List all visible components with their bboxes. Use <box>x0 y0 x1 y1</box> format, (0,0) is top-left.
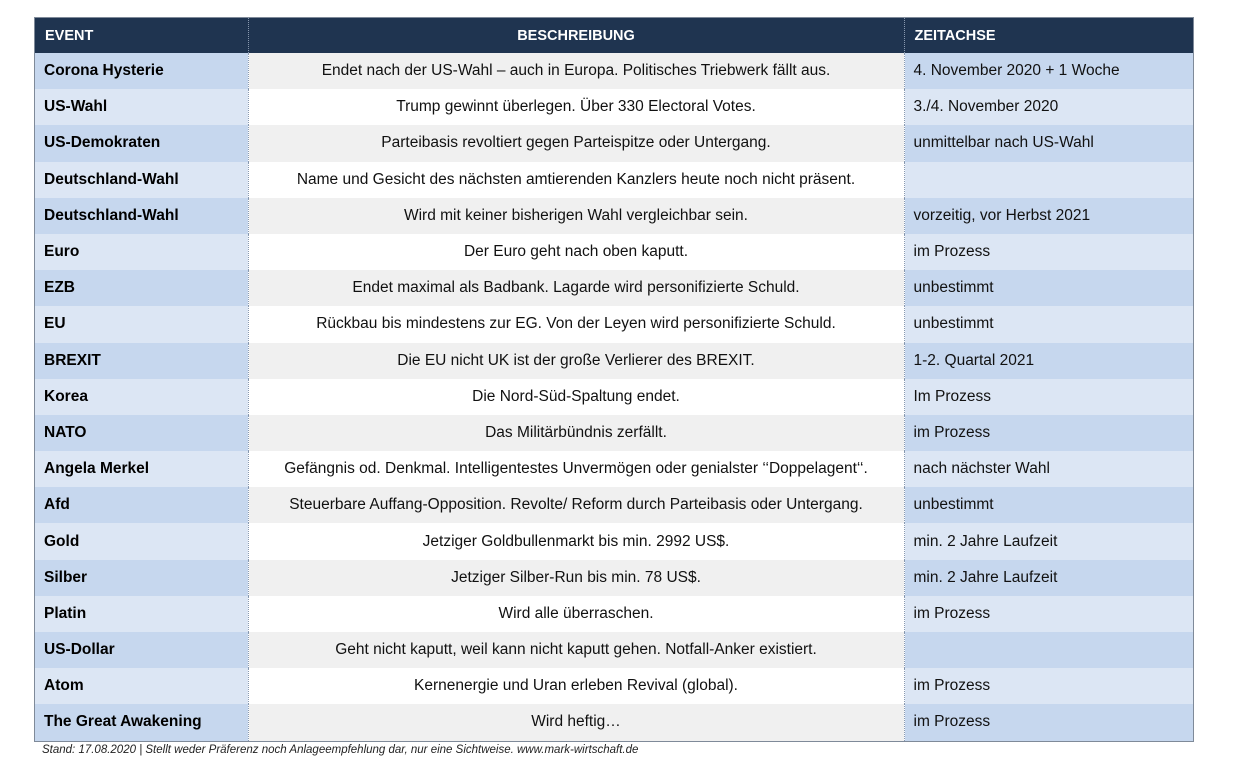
table-row <box>35 632 1193 668</box>
description-cell: Kernenergie und Uran erleben Revival (global). <box>248 668 904 704</box>
description-cell: Die EU nicht UK ist der große Verlierer des BREXIT. <box>248 343 904 379</box>
timeline-cell: Im Prozess <box>904 379 1193 415</box>
event-cell: Corona Hysterie <box>35 53 248 89</box>
timeline-cell: unbestimmt <box>904 270 1193 306</box>
description-cell: Wird heftig… <box>248 704 904 740</box>
description-cell: Die Nord-Süd-Spaltung endet. <box>248 379 904 415</box>
description-cell: Name und Gesicht des nächsten amtierenden Kanzlers heute noch nicht präsent. <box>248 162 904 198</box>
table-row <box>35 668 1193 704</box>
description-cell: Gefängnis od. Denkmal. Intelligentestes Unvermögen oder genialster ‘‘Doppelagent‘‘. <box>248 451 904 487</box>
forecast-table <box>35 18 1193 741</box>
event-cell: Korea <box>35 379 248 415</box>
timeline-cell: im Prozess <box>904 415 1193 451</box>
table-row <box>35 162 1193 198</box>
description-cell: Endet maximal als Badbank. Lagarde wird personifizierte Schuld. <box>248 270 904 306</box>
event-cell: BREXIT <box>35 343 248 379</box>
table-row <box>35 415 1193 451</box>
description-cell: Rückbau bis mindestens zur EG. Von der Leyen wird personifizierte Schuld. <box>248 306 904 342</box>
description-cell: Endet nach der US-Wahl – auch in Europa. Politisches Triebwerk fällt aus. <box>248 53 904 89</box>
timeline-cell: nach nächster Wahl <box>904 451 1193 487</box>
event-cell: NATO <box>35 415 248 451</box>
timeline-cell: vorzeitig, vor Herbst 2021 <box>904 198 1193 234</box>
description-cell: Das Militärbündnis zerfällt. <box>248 415 904 451</box>
description-cell: Geht nicht kaputt, weil kann nicht kaputt gehen. Notfall-Anker existiert. <box>248 632 904 668</box>
table-row <box>35 270 1193 306</box>
table-row <box>35 560 1193 596</box>
timeline-cell: im Prozess <box>904 234 1193 270</box>
table-row <box>35 234 1193 270</box>
description-cell: Wird alle überraschen. <box>248 596 904 632</box>
timeline-cell: 3./4. November 2020 <box>904 89 1193 125</box>
event-cell: Gold <box>35 523 248 559</box>
table-row <box>35 53 1193 89</box>
description-cell: Der Euro geht nach oben kaputt. <box>248 234 904 270</box>
event-cell: Silber <box>35 560 248 596</box>
footer-note: Stand: 17.08.2020 | Stellt weder Präferenz noch Anlageempfehlung dar, nur eine Sichtweise. www.mark-wirtschaft.de <box>42 744 639 756</box>
description-cell: Steuerbare Auffang-Opposition. Revolte/ Reform durch Parteibasis oder Untergang. <box>248 487 904 523</box>
table-body <box>35 53 1193 741</box>
header-zeitachse: ZEITACHSE <box>904 18 1193 53</box>
event-cell: Atom <box>35 668 248 704</box>
timeline-cell: 4. November 2020 + 1 Woche <box>904 53 1193 89</box>
event-cell: Afd <box>35 487 248 523</box>
event-cell: EZB <box>35 270 248 306</box>
table-row <box>35 523 1193 559</box>
description-cell: Jetziger Silber-Run bis min. 78 US$. <box>248 560 904 596</box>
timeline-cell <box>904 162 1193 198</box>
timeline-cell: im Prozess <box>904 668 1193 704</box>
table-row <box>35 343 1193 379</box>
timeline-cell: im Prozess <box>904 704 1193 740</box>
table-row <box>35 379 1193 415</box>
event-cell: Platin <box>35 596 248 632</box>
description-cell: Trump gewinnt überlegen. Über 330 Electoral Votes. <box>248 89 904 125</box>
event-cell: US-Dollar <box>35 632 248 668</box>
event-cell: Angela Merkel <box>35 451 248 487</box>
timeline-cell: unbestimmt <box>904 306 1193 342</box>
event-cell: Deutschland-Wahl <box>35 162 248 198</box>
table-row <box>35 198 1193 234</box>
event-cell: The Great Awakening <box>35 704 248 740</box>
table-header <box>35 18 1193 53</box>
timeline-cell: unmittelbar nach US-Wahl <box>904 125 1193 161</box>
description-cell: Parteibasis revoltiert gegen Parteispitze oder Untergang. <box>248 125 904 161</box>
header-event: EVENT <box>35 18 248 53</box>
timeline-cell: 1-2. Quartal 2021 <box>904 343 1193 379</box>
table-row <box>35 89 1193 125</box>
timeline-cell: min. 2 Jahre Laufzeit <box>904 523 1193 559</box>
event-cell: EU <box>35 306 248 342</box>
header-row <box>35 18 1193 53</box>
event-cell: Deutschland-Wahl <box>35 198 248 234</box>
table-row <box>35 125 1193 161</box>
timeline-cell: unbestimmt <box>904 487 1193 523</box>
table-row <box>35 596 1193 632</box>
table-row <box>35 451 1193 487</box>
header-beschreibung: BESCHREIBUNG <box>248 18 904 53</box>
event-cell: Euro <box>35 234 248 270</box>
table-row <box>35 306 1193 342</box>
timeline-cell: im Prozess <box>904 596 1193 632</box>
event-cell: US-Demokraten <box>35 125 248 161</box>
forecast-table-container <box>34 17 1194 742</box>
table-row <box>35 487 1193 523</box>
table-row <box>35 704 1193 740</box>
timeline-cell <box>904 632 1193 668</box>
description-cell: Wird mit keiner bisherigen Wahl vergleichbar sein. <box>248 198 904 234</box>
timeline-cell: min. 2 Jahre Laufzeit <box>904 560 1193 596</box>
event-cell: US-Wahl <box>35 89 248 125</box>
description-cell: Jetziger Goldbullenmarkt bis min. 2992 US$. <box>248 523 904 559</box>
